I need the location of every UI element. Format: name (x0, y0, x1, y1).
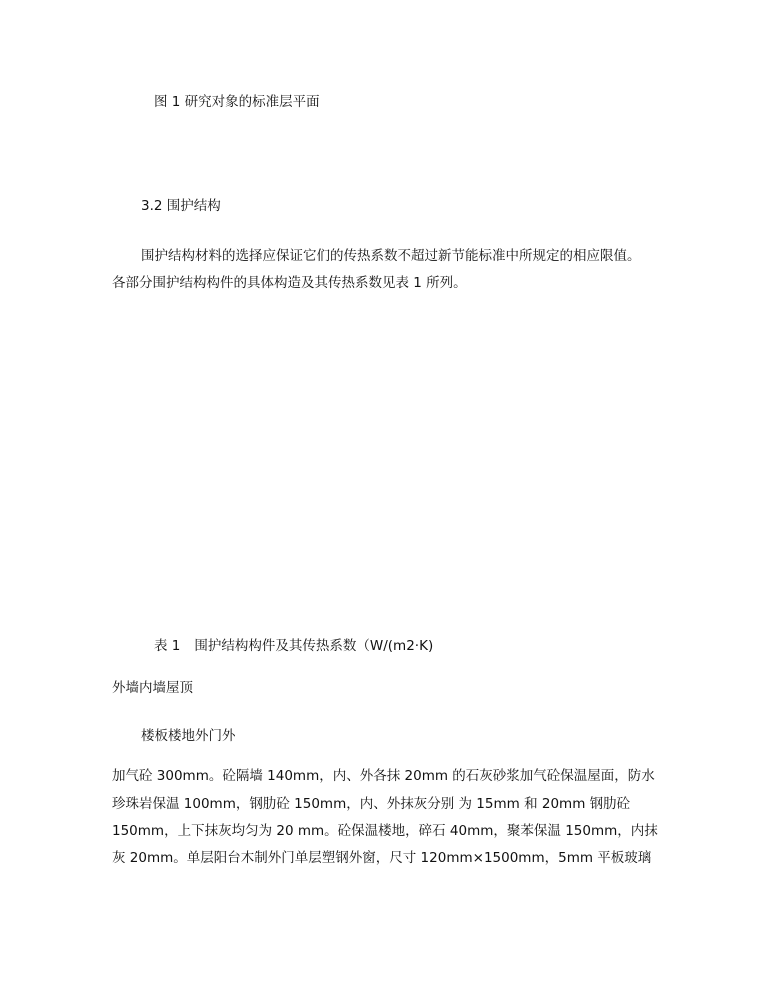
table-body-line-1: 加气砼 300mm。砼隔墙 140mm，内、外各抹 20mm 的石灰砂浆加气砼保温屋面，防水 (112, 768, 655, 784)
section-heading: 3.2 围护结构 (141, 198, 221, 214)
table-header-row-1: 外墙内墙屋顶 (112, 680, 193, 696)
paragraph-line-2: 各部分围护结构构件的具体构造及其传热系数见表 1 所列。 (112, 275, 467, 291)
paragraph-line-1: 围护结构材料的选择应保证它们的传热系数不超过新节能标准中所规定的相应限值。 (141, 248, 641, 264)
table-caption-title: 围护结构构件及其传热系数（W/(m2·K) (194, 638, 434, 654)
table-caption (154, 636, 433, 656)
table-caption-label: 表 1 (154, 638, 181, 654)
table-header-row-2: 楼板楼地外门外 (141, 728, 236, 744)
figure-caption: 图 1 研究对象的标准层平面 (154, 94, 320, 110)
table-body-line-3: 150mm，上下抹灰均匀为 20 mm。砼保温楼地，碎石 40mm，聚苯保温 150mm，内抹 (112, 823, 658, 839)
table-body-line-4: 灰 20mm。单层阳台木制外门单层塑钢外窗，尺寸 120mm×1500mm，5mm 平板玻璃 (112, 850, 652, 866)
table-body-line-2: 珍珠岩保温 100mm，钢肋砼 150mm，内、外抹灰分别 为 15mm 和 20mm 钢肋砼 (112, 796, 631, 812)
